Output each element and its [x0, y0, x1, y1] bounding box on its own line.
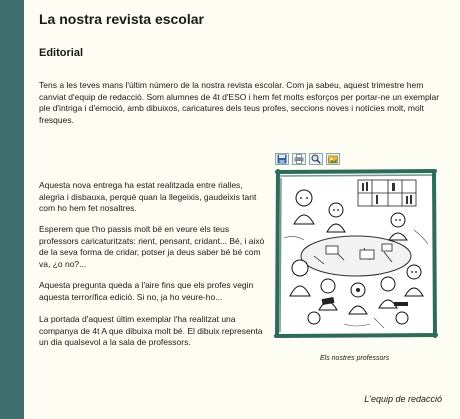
- image-toolbar: [275, 153, 340, 165]
- figure-caption: Els nostres professors: [320, 355, 390, 362]
- zoom-icon[interactable]: [309, 153, 323, 165]
- body-paragraph-3: Aquesta pregunta queda a l'aire fins que els profes vegin aquesta terrorífica edició. Si no, ja ho veure-ho...: [39, 280, 254, 302]
- left-accent-bar: [0, 0, 24, 419]
- body-paragraph-2: Esperem que t'ho passis molt bé en veure els teus professors caricaturitzats: rient, pensant, cridant... Bé, i això de la seva forma de cridar, potser ja deus saber bé bé com va, ¿o no?...: [39, 224, 265, 269]
- article-page: [24, 0, 460, 419]
- editorial-signature: L'equip de redacció: [364, 394, 442, 404]
- save-icon[interactable]: [275, 153, 289, 165]
- page-title: La nostra revista escolar: [39, 11, 204, 27]
- teachers-cartoon: [274, 168, 438, 340]
- cartoon-illustration: [274, 168, 438, 340]
- print-icon[interactable]: [292, 153, 306, 165]
- image-folder-icon[interactable]: [326, 153, 340, 165]
- section-title: Editorial: [39, 47, 84, 59]
- intro-paragraph: Tens a les teves mans l'últim número de la nostra revista escolar. Com ja sabeu, aquest trimestre hem canviat d'equip de redacció. Som alumnes de 4t d'ESO i hem fet molts esforços per portar-ne un exemplar ple d'intriga i d'emoció, amb dibuixos, caricatures dels teus profes, seccions noves i notícies molt, molt fresques.: [39, 80, 440, 125]
- body-paragraph-4: La portada d'aquest últim exemplar l'ha realitzat una companya de 4t A que dibuixa molt bé. El dibuix representa un dia qualsevol a la sala de professors.: [39, 314, 263, 348]
- body-paragraph-1: Aquesta nova entrega ha estat realitzada entre rialles, alegria i disbauxa, perquè quan la llegeixis, gaudeixis tant com ho hem fet nosaltres.: [39, 180, 257, 214]
